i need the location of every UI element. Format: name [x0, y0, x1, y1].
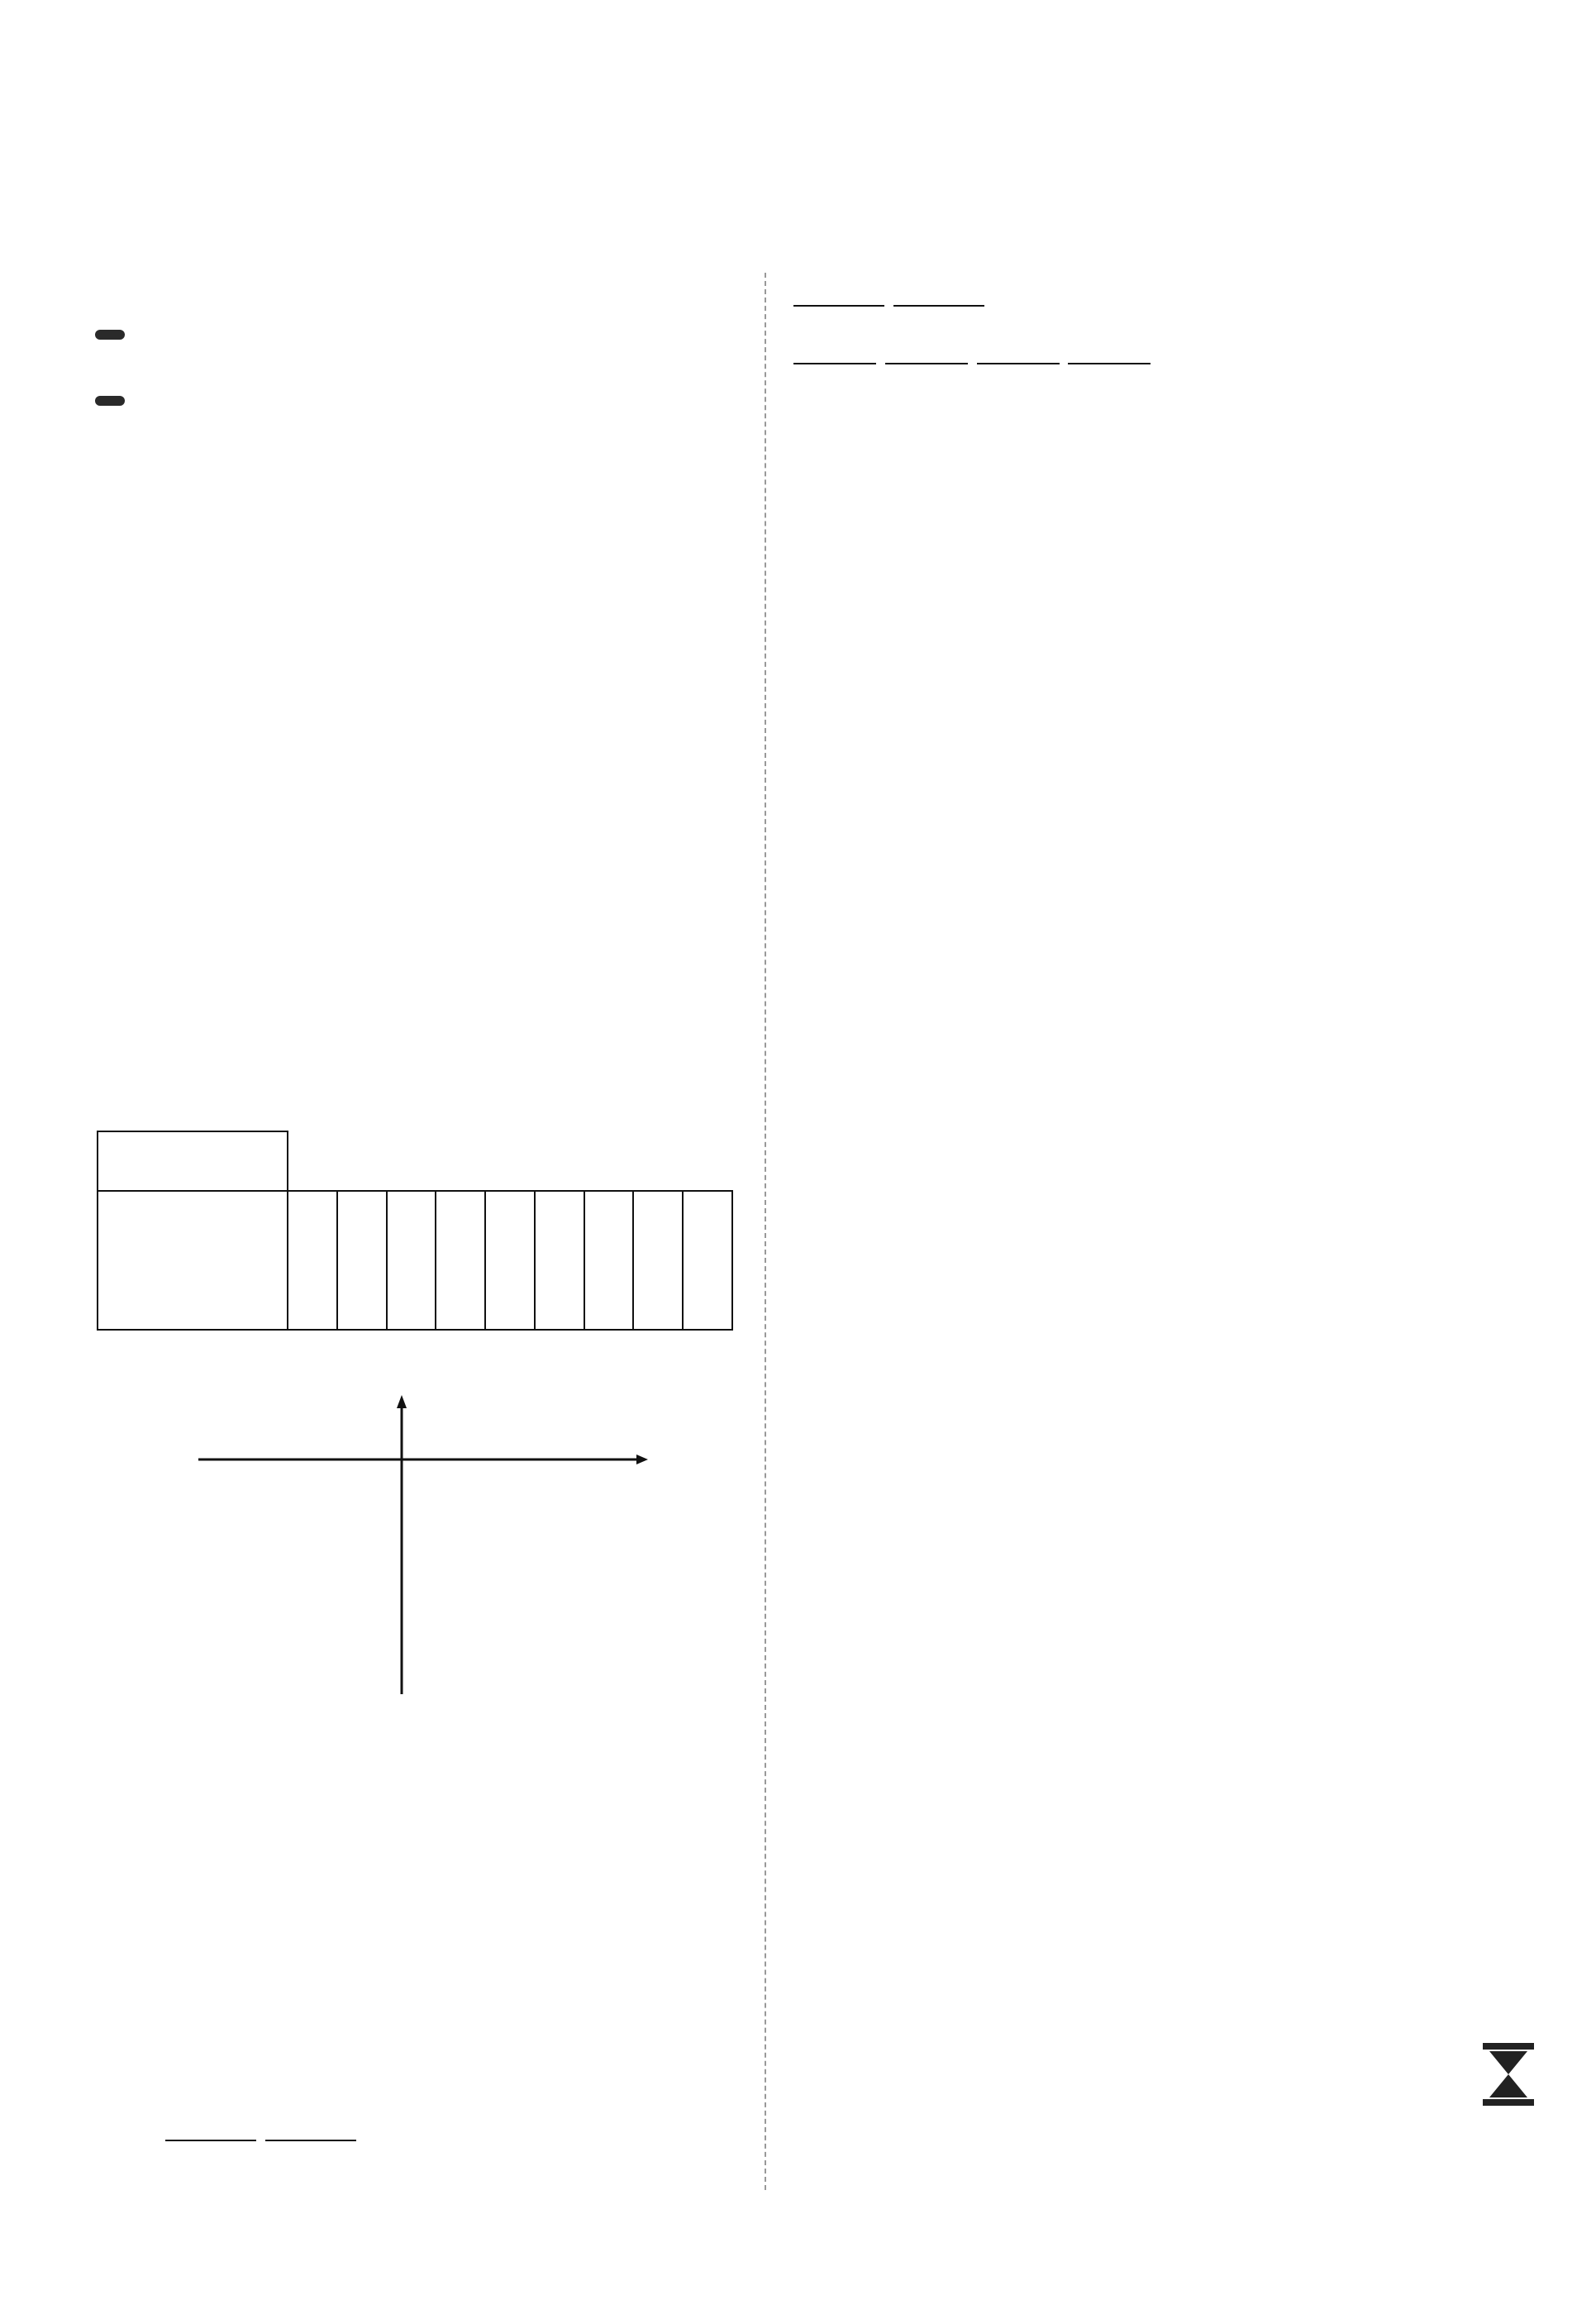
shift-answer-amount	[265, 2140, 356, 2141]
knowledge-table-2	[795, 1988, 1427, 2161]
coordinate-grid	[810, 719, 1422, 1198]
answer-up	[977, 363, 1060, 364]
column-divider	[765, 273, 766, 2190]
answer-right	[793, 363, 876, 364]
goal-badge	[95, 330, 125, 340]
left-summary-table	[97, 1767, 733, 2081]
shift-answer-direction	[165, 2140, 256, 2141]
shift-sentence	[165, 2107, 356, 2157]
answer-down	[793, 305, 884, 307]
answer-3	[1068, 363, 1151, 364]
value-table-head-x	[98, 1131, 288, 1191]
value-table-cell	[683, 1191, 732, 1330]
shift2-sentence	[793, 331, 1438, 380]
left-column	[95, 306, 740, 436]
knowledge-table-1	[795, 1657, 1427, 1988]
pre-badge	[95, 396, 125, 406]
right-summary-table	[795, 1259, 1427, 1581]
left-axes	[190, 1388, 653, 1702]
hourglass-icon	[1479, 2041, 1537, 2107]
right-column	[793, 273, 1438, 380]
answer-r1	[885, 363, 968, 364]
answer-one	[893, 305, 984, 307]
continued-sentence	[793, 273, 1438, 322]
value-table-head-y	[98, 1191, 288, 1330]
value-table	[97, 1131, 733, 1331]
value-table-cell	[288, 1191, 337, 1330]
